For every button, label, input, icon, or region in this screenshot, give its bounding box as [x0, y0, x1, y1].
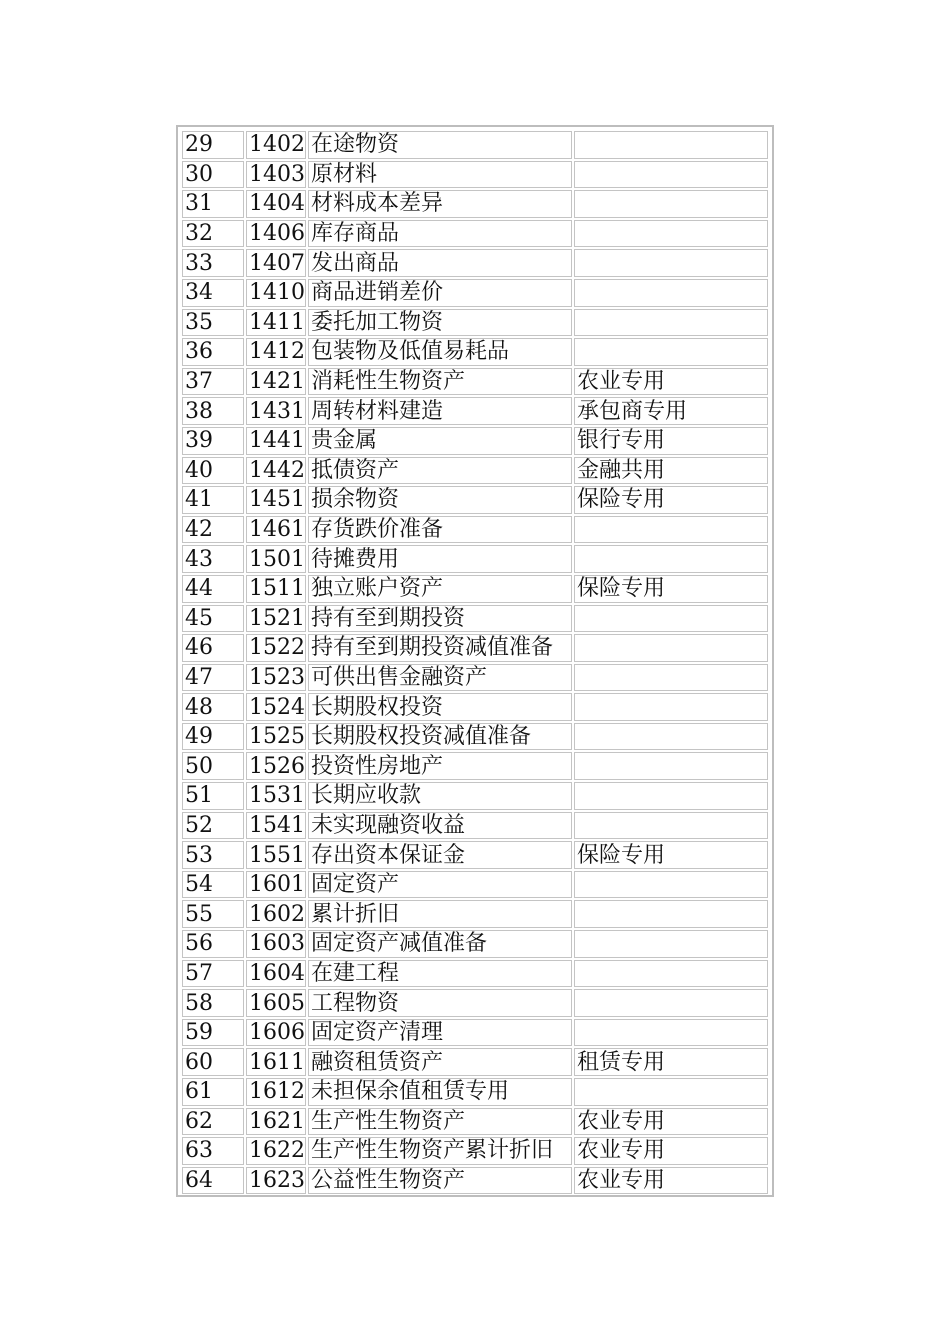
table-row	[182, 338, 768, 366]
usage-note-cell	[574, 190, 768, 218]
row-number-cell: 43	[182, 545, 244, 573]
table-row	[182, 1048, 768, 1076]
usage-note-cell: 农业专用	[574, 368, 768, 396]
usage-note-cell	[574, 605, 768, 633]
table-row	[182, 220, 768, 248]
usage-note-cell: 农业专用	[574, 1137, 768, 1165]
row-number-cell: 41	[182, 486, 244, 514]
account-name-cell: 工程物资	[308, 989, 572, 1017]
account-name-cell: 累计折旧	[308, 900, 572, 928]
account-name-cell: 损余物资	[308, 486, 572, 514]
account-code-cell: 1622	[246, 1137, 306, 1165]
row-number-cell: 45	[182, 605, 244, 633]
account-code-cell: 1451	[246, 486, 306, 514]
row-number-cell: 50	[182, 752, 244, 780]
row-number-cell: 49	[182, 723, 244, 751]
account-name-cell: 材料成本差异	[308, 190, 572, 218]
row-number-cell: 37	[182, 368, 244, 396]
row-number-cell: 59	[182, 1019, 244, 1047]
table-row	[182, 161, 768, 189]
account-name-cell: 公益性生物资产	[308, 1167, 572, 1195]
usage-note-cell	[574, 752, 768, 780]
account-name-cell: 消耗性生物资产	[308, 368, 572, 396]
account-name-cell: 固定资产	[308, 871, 572, 899]
account-name-cell: 存出资本保证金	[308, 841, 572, 869]
usage-note-cell	[574, 1019, 768, 1047]
usage-note-cell	[574, 161, 768, 189]
account-code-cell: 1412	[246, 338, 306, 366]
row-number-cell: 33	[182, 249, 244, 277]
account-code-cell: 1606	[246, 1019, 306, 1047]
account-name-cell: 存货跌价准备	[308, 516, 572, 544]
account-code-cell: 1523	[246, 664, 306, 692]
usage-note-cell: 银行专用	[574, 427, 768, 455]
row-number-cell: 51	[182, 782, 244, 810]
account-code-cell: 1411	[246, 309, 306, 337]
accounts-table-frame	[176, 125, 774, 1197]
row-number-cell: 53	[182, 841, 244, 869]
account-code-cell: 1421	[246, 368, 306, 396]
usage-note-cell: 保险专用	[574, 575, 768, 603]
table-row	[182, 752, 768, 780]
usage-note-cell: 金融共用	[574, 457, 768, 485]
row-number-cell: 52	[182, 812, 244, 840]
account-code-cell: 1602	[246, 900, 306, 928]
row-number-cell: 62	[182, 1108, 244, 1136]
row-number-cell: 61	[182, 1078, 244, 1106]
account-code-cell: 1461	[246, 516, 306, 544]
row-number-cell: 55	[182, 900, 244, 928]
table-row	[182, 457, 768, 485]
table-row	[182, 1137, 768, 1165]
table-row	[182, 427, 768, 455]
usage-note-cell: 租赁专用	[574, 1048, 768, 1076]
account-name-cell: 独立账户资产	[308, 575, 572, 603]
account-code-cell: 1601	[246, 871, 306, 899]
account-name-cell: 商品进销差价	[308, 279, 572, 307]
table-row	[182, 1078, 768, 1106]
account-name-cell: 委托加工物资	[308, 309, 572, 337]
table-row	[182, 841, 768, 869]
row-number-cell: 38	[182, 397, 244, 425]
account-name-cell: 持有至到期投资减值准备	[308, 634, 572, 662]
table-row	[182, 1108, 768, 1136]
usage-note-cell	[574, 960, 768, 988]
usage-note-cell	[574, 545, 768, 573]
row-number-cell: 56	[182, 930, 244, 958]
usage-note-cell	[574, 664, 768, 692]
row-number-cell: 31	[182, 190, 244, 218]
account-name-cell: 投资性房地产	[308, 752, 572, 780]
table-row	[182, 812, 768, 840]
usage-note-cell	[574, 220, 768, 248]
table-row	[182, 575, 768, 603]
account-name-cell: 库存商品	[308, 220, 572, 248]
account-code-cell: 1525	[246, 723, 306, 751]
usage-note-cell	[574, 516, 768, 544]
row-number-cell: 58	[182, 989, 244, 1017]
table-row	[182, 930, 768, 958]
account-name-cell: 持有至到期投资	[308, 605, 572, 633]
account-name-cell: 在建工程	[308, 960, 572, 988]
account-name-cell: 周转材料建造	[308, 397, 572, 425]
account-name-cell: 固定资产清理	[308, 1019, 572, 1047]
usage-note-cell	[574, 309, 768, 337]
account-name-cell: 固定资产减值准备	[308, 930, 572, 958]
account-code-cell: 1612	[246, 1078, 306, 1106]
account-name-cell: 未担保余值租赁专用	[308, 1078, 572, 1106]
account-name-cell: 发出商品	[308, 249, 572, 277]
account-name-cell: 原材料	[308, 161, 572, 189]
table-row	[182, 605, 768, 633]
usage-note-cell	[574, 812, 768, 840]
account-name-cell: 融资租赁资产	[308, 1048, 572, 1076]
usage-note-cell	[574, 338, 768, 366]
table-row	[182, 989, 768, 1017]
account-code-cell: 1403	[246, 161, 306, 189]
account-name-cell: 长期应收款	[308, 782, 572, 810]
table-row	[182, 545, 768, 573]
account-name-cell: 长期股权投资减值准备	[308, 723, 572, 751]
table-row	[182, 871, 768, 899]
row-number-cell: 32	[182, 220, 244, 248]
usage-note-cell	[574, 782, 768, 810]
table-row	[182, 1019, 768, 1047]
table-row	[182, 693, 768, 721]
account-code-cell: 1623	[246, 1167, 306, 1195]
table-row	[182, 279, 768, 307]
row-number-cell: 60	[182, 1048, 244, 1076]
account-code-cell: 1604	[246, 960, 306, 988]
account-code-cell: 1524	[246, 693, 306, 721]
account-code-cell: 1605	[246, 989, 306, 1017]
account-code-cell: 1407	[246, 249, 306, 277]
account-code-cell: 1603	[246, 930, 306, 958]
row-number-cell: 46	[182, 634, 244, 662]
account-code-cell: 1404	[246, 190, 306, 218]
table-row	[182, 960, 768, 988]
account-code-cell: 1531	[246, 782, 306, 810]
account-name-cell: 包装物及低值易耗品	[308, 338, 572, 366]
row-number-cell: 48	[182, 693, 244, 721]
row-number-cell: 36	[182, 338, 244, 366]
account-code-cell: 1522	[246, 634, 306, 662]
usage-note-cell: 农业专用	[574, 1167, 768, 1195]
account-code-cell: 1441	[246, 427, 306, 455]
table-row	[182, 723, 768, 751]
row-number-cell: 54	[182, 871, 244, 899]
table-row	[182, 309, 768, 337]
account-name-cell: 生产性生物资产	[308, 1108, 572, 1136]
table-row	[182, 1167, 768, 1195]
usage-note-cell	[574, 930, 768, 958]
usage-note-cell: 承包商专用	[574, 397, 768, 425]
account-code-cell: 1406	[246, 220, 306, 248]
account-code-cell: 1526	[246, 752, 306, 780]
row-number-cell: 34	[182, 279, 244, 307]
table-row	[182, 634, 768, 662]
account-name-cell: 贵金属	[308, 427, 572, 455]
usage-note-cell: 保险专用	[574, 486, 768, 514]
account-name-cell: 在途物资	[308, 131, 572, 159]
account-code-cell: 1501	[246, 545, 306, 573]
table-row	[182, 131, 768, 159]
row-number-cell: 63	[182, 1137, 244, 1165]
account-name-cell: 未实现融资收益	[308, 812, 572, 840]
account-code-cell: 1402	[246, 131, 306, 159]
account-code-cell: 1442	[246, 457, 306, 485]
row-number-cell: 42	[182, 516, 244, 544]
row-number-cell: 64	[182, 1167, 244, 1195]
row-number-cell: 30	[182, 161, 244, 189]
usage-note-cell	[574, 249, 768, 277]
table-row	[182, 486, 768, 514]
table-row	[182, 249, 768, 277]
account-code-cell: 1621	[246, 1108, 306, 1136]
row-number-cell: 57	[182, 960, 244, 988]
account-code-cell: 1541	[246, 812, 306, 840]
accounts-table	[180, 129, 770, 1196]
usage-note-cell	[574, 1078, 768, 1106]
accounts-table-body	[182, 131, 768, 1194]
usage-note-cell	[574, 723, 768, 751]
account-code-cell: 1431	[246, 397, 306, 425]
usage-note-cell	[574, 634, 768, 662]
row-number-cell: 47	[182, 664, 244, 692]
usage-note-cell	[574, 131, 768, 159]
row-number-cell: 39	[182, 427, 244, 455]
usage-note-cell: 农业专用	[574, 1108, 768, 1136]
usage-note-cell	[574, 279, 768, 307]
account-code-cell: 1410	[246, 279, 306, 307]
account-code-cell: 1521	[246, 605, 306, 633]
table-row	[182, 664, 768, 692]
table-row	[182, 368, 768, 396]
account-code-cell: 1511	[246, 575, 306, 603]
usage-note-cell	[574, 989, 768, 1017]
account-name-cell: 待摊费用	[308, 545, 572, 573]
usage-note-cell: 保险专用	[574, 841, 768, 869]
account-code-cell: 1551	[246, 841, 306, 869]
usage-note-cell	[574, 693, 768, 721]
row-number-cell: 29	[182, 131, 244, 159]
row-number-cell: 40	[182, 457, 244, 485]
usage-note-cell	[574, 900, 768, 928]
row-number-cell: 35	[182, 309, 244, 337]
table-row	[182, 782, 768, 810]
account-name-cell: 长期股权投资	[308, 693, 572, 721]
account-name-cell: 抵债资产	[308, 457, 572, 485]
table-row	[182, 397, 768, 425]
row-number-cell: 44	[182, 575, 244, 603]
usage-note-cell	[574, 871, 768, 899]
account-code-cell: 1611	[246, 1048, 306, 1076]
table-row	[182, 900, 768, 928]
table-row	[182, 516, 768, 544]
account-name-cell: 生产性生物资产累计折旧	[308, 1137, 572, 1165]
account-name-cell: 可供出售金融资产	[308, 664, 572, 692]
table-row	[182, 190, 768, 218]
